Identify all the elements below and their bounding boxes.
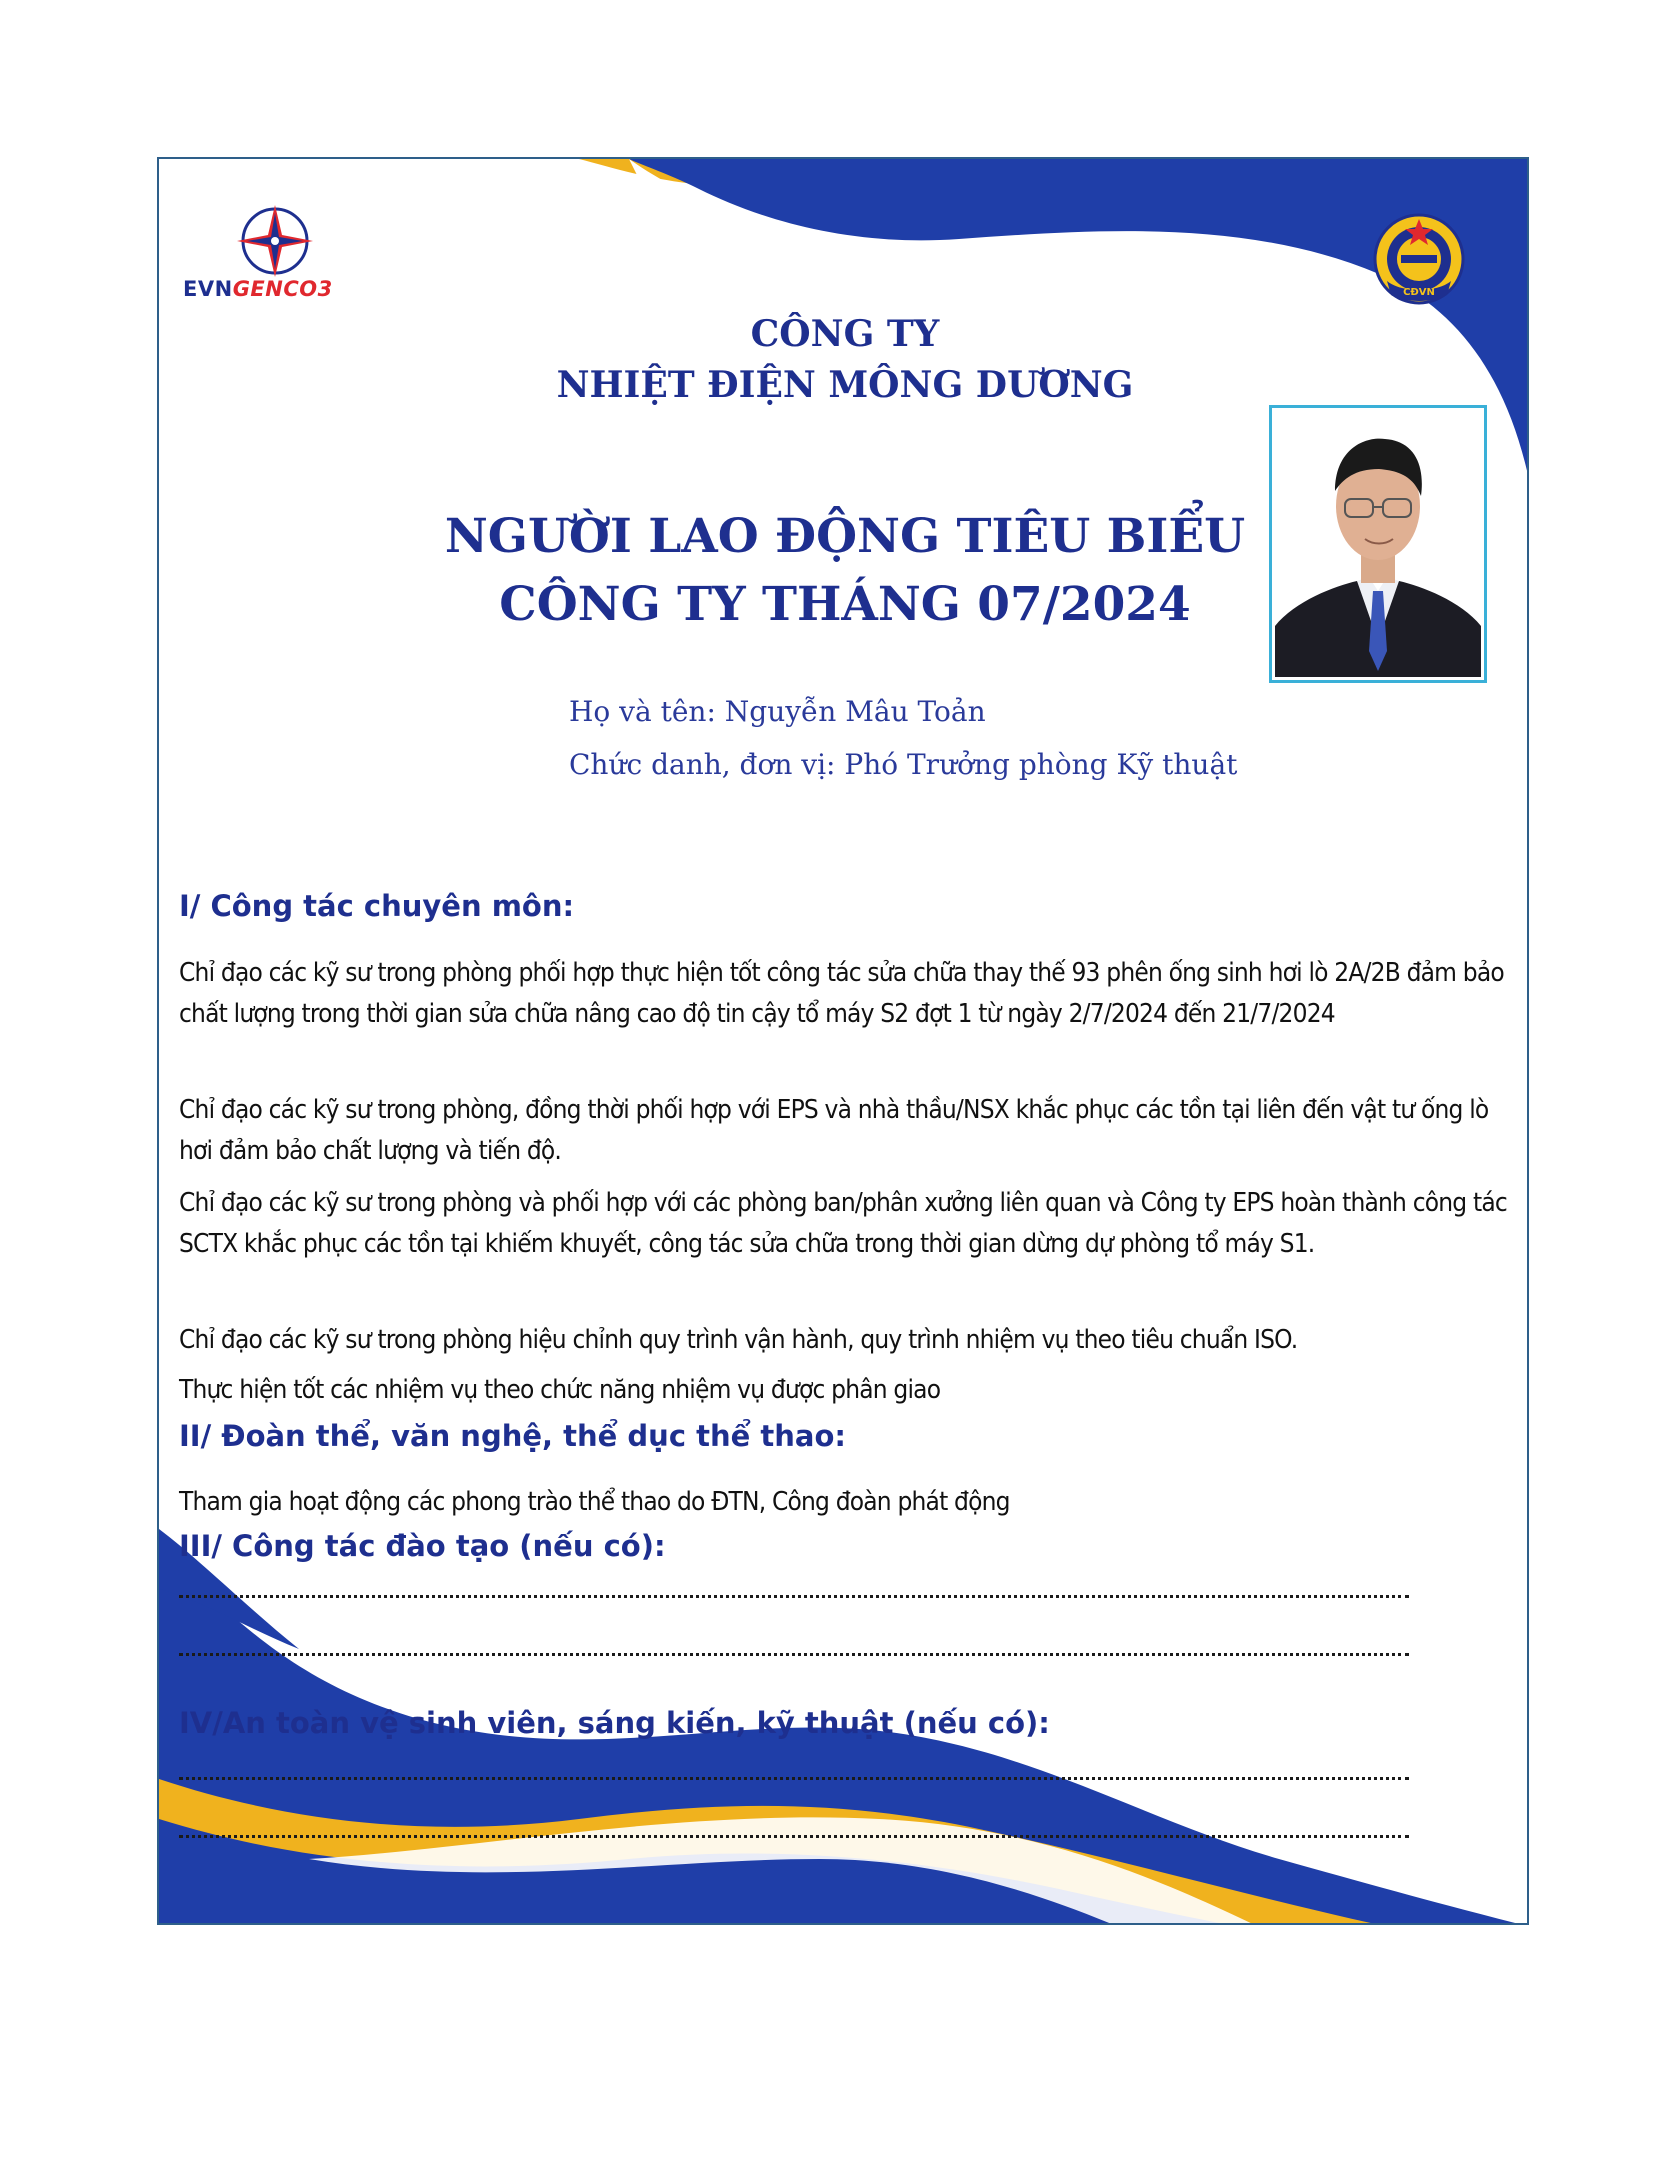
section-1-paragraph-2: Chỉ đạo các kỹ sư trong phòng, đồng thời phối hợp với EPS và nhà thầu/NSX khắc phục các tồn tại liên đến vật tư ống lò hơi đảm bảo chất lượng và tiến độ. [179, 1095, 1489, 1166]
blank-line [179, 1831, 1409, 1838]
section-heading-training: III/ Công tác đào tạo (nếu có): [179, 1529, 666, 1563]
evn-brand-text: EVNGENCO3 [183, 277, 333, 301]
award-title-line1: NGƯỜI LAO ĐỘNG TIÊU BIỂU [444, 509, 1246, 564]
section-1-paragraph-5: Thực hiện tốt các nhiệm vụ theo chức năng nhiệm vụ được phân giao [179, 1375, 941, 1405]
trade-union-logo-icon [1371, 211, 1467, 311]
section-heading-safety: IV/An toàn vệ sinh viên, sáng kiến, kỹ thuật (nếu có): [179, 1706, 1050, 1740]
section-1-paragraph-3: Chỉ đạo các kỹ sư trong phòng và phối hợp với các phòng ban/phân xưởng liên quan và Công ty EPS hoàn thành công tác SCTX khắc phục các tồn tại khiếm khuyết, công tác sửa chữa trong thời gian dừng dự phòng tổ máy S1. [179, 1188, 1507, 1259]
blank-line [179, 1773, 1409, 1780]
section-1-paragraph-1: Chỉ đạo các kỹ sư trong phòng phối hợp thực hiện tốt công tác sửa chữa thay thế 93 phên ống sinh hơi lò 2A/2B đảm bảo chất lượng trong thời gian sửa chữa nâng cao độ tin cậy tổ máy S2 đợt 1 từ ngày 2/7/2024 đến 21/7/2024 [179, 958, 1504, 1029]
blank-line [179, 1591, 1409, 1598]
employee-name: Họ và tên: Nguyễn Mâu Toản [569, 695, 986, 728]
employee-position: Chức danh, đơn vị: Phó Trưởng phòng Kỹ thuật [569, 748, 1238, 781]
section-2-paragraph-1: Tham gia hoạt động các phong trào thể thao do ĐTN, Công đoàn phát động [179, 1487, 1010, 1517]
employee-portrait [1269, 405, 1487, 683]
union-text: CĐVN [1403, 287, 1435, 298]
section-heading-union: II/ Đoàn thể, văn nghệ, thể dục thể thao: [179, 1419, 846, 1453]
company-name-line2: NHIỆT ĐIỆN MÔNG DƯƠNG [556, 364, 1134, 406]
company-name-line1: CÔNG TY [750, 313, 940, 355]
award-title-line2: CÔNG TY THÁNG 07/2024 [499, 577, 1191, 632]
section-1-paragraph-4: Chỉ đạo các kỹ sư trong phòng hiệu chỉnh quy trình vận hành, quy trình nhiệm vụ theo tiêu chuẩn ISO. [179, 1325, 1298, 1355]
certificate-frame [157, 157, 1529, 1925]
blank-line [179, 1649, 1409, 1656]
section-heading-professional: I/ Công tác chuyên môn: [179, 889, 575, 923]
